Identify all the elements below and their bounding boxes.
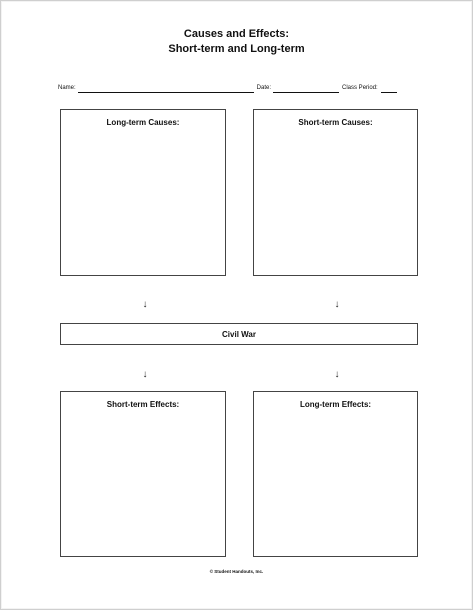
page-title <box>1 27 472 57</box>
civil-war-box[interactable] <box>60 323 418 345</box>
date-line[interactable] <box>273 84 339 93</box>
short-term-effects-label: Short-term Effects: <box>106 400 180 409</box>
long-term-causes-box[interactable] <box>60 109 226 276</box>
down-arrow-icon: ↓ <box>334 369 340 380</box>
short-term-causes-label: Short-term Causes: <box>298 118 373 127</box>
name-label: Name: <box>58 85 76 91</box>
long-term-causes-label: Long-term Causes: <box>106 118 180 127</box>
short-term-causes-box[interactable] <box>253 109 418 276</box>
long-term-effects-box[interactable] <box>253 391 418 557</box>
down-arrow-icon: ↓ <box>142 299 148 310</box>
class-period-label: Class Period: <box>342 85 378 91</box>
down-arrow-icon: ↓ <box>142 369 148 380</box>
long-term-effects-label: Long-term Effects: <box>299 400 372 409</box>
down-arrow-icon: ↓ <box>334 299 340 310</box>
date-label: Date: <box>256 85 272 91</box>
civil-war-label: Civil War <box>222 330 256 339</box>
name-line[interactable] <box>78 84 254 93</box>
short-term-effects-box[interactable] <box>60 391 226 557</box>
copyright-footer: © Student Handouts, Inc. <box>209 569 264 574</box>
title-line-2: Short-term and Long-term <box>168 43 305 55</box>
title-line-1: Causes and Effects: <box>183 28 290 40</box>
student-info-row <box>58 81 420 93</box>
class-period-line[interactable] <box>381 84 397 93</box>
